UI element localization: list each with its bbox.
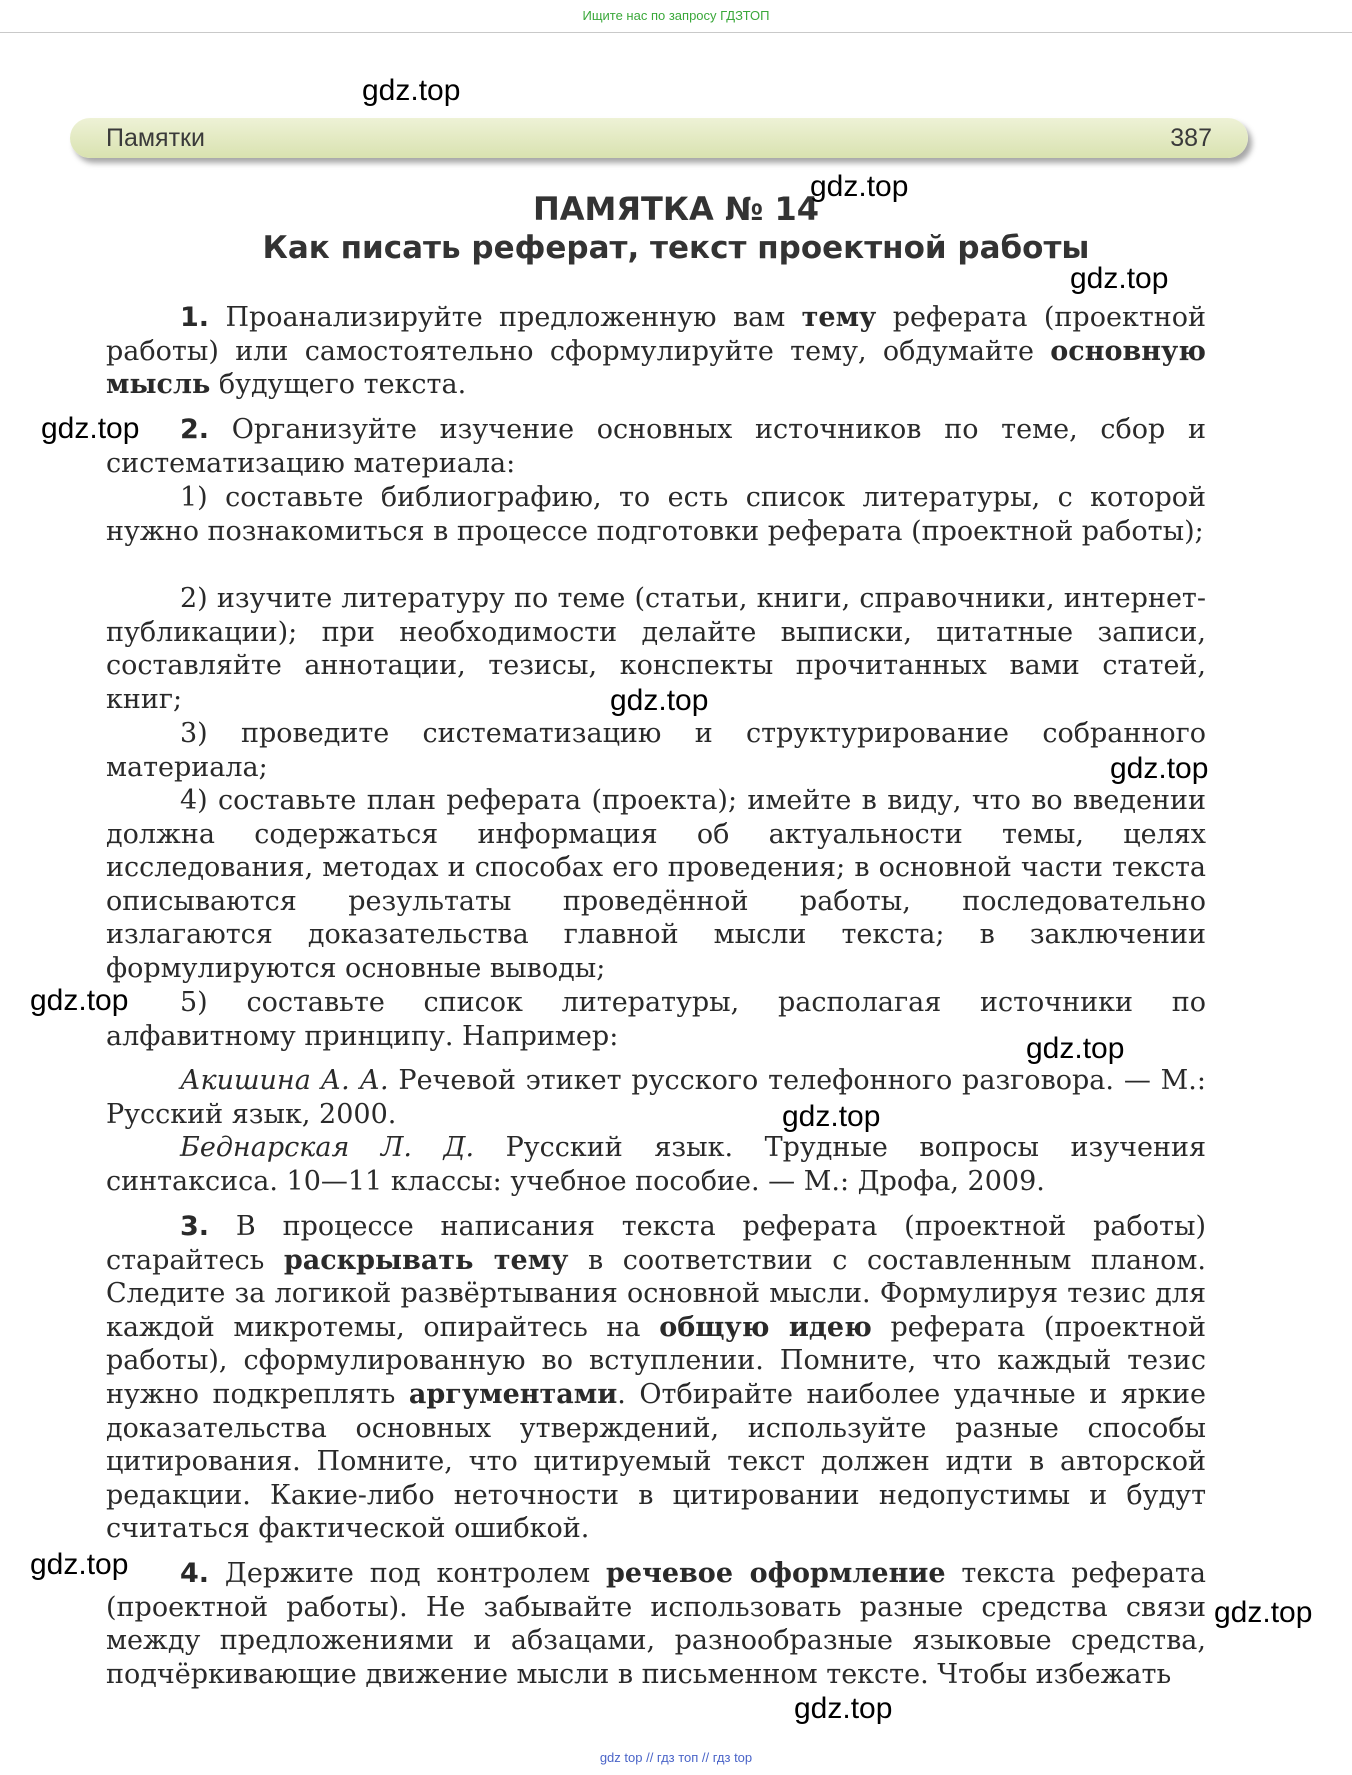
top-banner-text: Ищите нас по запросу ГДЗТОП bbox=[582, 8, 770, 23]
text: реферата (проектной работы) или самостоятельно сформулируйте тему, обдумайте bbox=[106, 302, 1206, 367]
text: Русский язык. Трудные вопросы изучения синтаксиса. 10—11 классы: учебное пособие. — М.: Дрофа, 2009. bbox=[106, 1132, 1206, 1197]
watermark: gdz.top bbox=[1026, 1032, 1125, 1065]
page-title: ПАМЯТКА № 14 bbox=[532, 190, 820, 228]
bold-term: речевое оформление bbox=[606, 1558, 946, 1589]
watermark: gdz.top bbox=[1110, 752, 1209, 785]
text: Проанализируйте предложенную вам bbox=[209, 302, 802, 333]
page-subtitle: Как писать реферат, текст проектной работы bbox=[262, 230, 1090, 266]
example-reference-1 bbox=[106, 1064, 1206, 1131]
watermark: gdz.top bbox=[362, 74, 461, 107]
text: реферата (проектной работы), сформулированную во вступлении. Помните, что каждый тезис нужно подкреплять bbox=[106, 1311, 1207, 1410]
watermark: gdz.top bbox=[794, 1692, 893, 1725]
sub-item-5: 5) составьте список литературы, располагая источники по алфавитному принципу. Например: bbox=[106, 987, 1206, 1052]
paragraph-1 bbox=[106, 301, 1206, 402]
item-number: 2. bbox=[180, 414, 210, 445]
text: В процессе написания текста реферата (проектной работы) старайтесь bbox=[106, 1211, 1206, 1276]
sub-item-2: 2) изучите литературу по теме (статьи, книги, справочники, интернет-публикации); при необходимости делайте выписки, цитатные записи, составляйте аннотации, тезисы, конспекты прочитанных вами статей, книг; bbox=[106, 583, 1206, 715]
watermark: gdz.top bbox=[1070, 262, 1169, 295]
text: . Отбирайте наиболее удачные и яркие доказательства основных утверждений, используйте разные способы цитирования. Помните, что цитируемый текст должен идти в авторской редакции. Какие-либо неточности в цитировании недопустимы и будут считаться фактической ошибкой. bbox=[106, 1378, 1207, 1545]
author: Беднарская Л. Д. bbox=[180, 1132, 475, 1163]
text: Держите под контролем bbox=[209, 1558, 607, 1589]
section-title: Памятки bbox=[106, 124, 205, 152]
watermark: gdz.top bbox=[810, 170, 909, 203]
bold-term: общую идею bbox=[659, 1311, 872, 1343]
item-number: 3. bbox=[180, 1211, 210, 1242]
bold-term: аргументами bbox=[408, 1378, 618, 1410]
watermark: gdz.top bbox=[610, 684, 709, 717]
text: текста реферата (проектной работы). Не забывайте использовать разные средства связи между предложениями и абзацами, разнообразные языковые средства, подчёркивающие движение мысли в письменном тексте. Чтобы избежать bbox=[106, 1558, 1206, 1690]
sub-item-1: 1) составьте библиографию, то есть список литературы, с которой нужно познакомиться в процессе подготовки реферата (проектной работы); bbox=[106, 482, 1206, 547]
item-number: 1. bbox=[180, 302, 210, 333]
bold-term: тему bbox=[801, 302, 877, 333]
text: Организуйте изучение основных источников по теме, сбор и систематизацию материала: bbox=[106, 414, 1206, 479]
paragraph-3 bbox=[106, 1210, 1206, 1546]
text: будущего текста. bbox=[210, 369, 467, 401]
bold-term: раскрывать тему bbox=[283, 1244, 569, 1276]
watermark: gdz.top bbox=[30, 984, 129, 1017]
paragraph-2 bbox=[106, 413, 1206, 480]
item-number: 4. bbox=[180, 1558, 210, 1589]
example-reference-2 bbox=[106, 1131, 1206, 1198]
watermark: gdz.top bbox=[41, 412, 140, 445]
sub-item-4: 4) составьте план реферата (проекта); имейте в виду, что во введении должна содержаться информация об актуальности темы, целях исследования, методах и способах его проведения; в основной части текста описываются результаты проведённой работы, последовательно излагаются доказательства главной мысли текста; в заключении формулируются основные выводы; bbox=[106, 785, 1206, 984]
author: Акишина А. А. bbox=[180, 1065, 389, 1096]
sub-item-3: 3) проведите систематизацию и структурирование собранного материала; bbox=[106, 718, 1206, 783]
page-number: 387 bbox=[1170, 124, 1212, 152]
text: в соответствии с составленным планом. Следите за логикой развёртывания основной мысли. Формулируя тезис для каждой микротемы, опирайтесь на bbox=[106, 1244, 1206, 1343]
text: Речевой этикет русского телефонного разговора. — М.: Русский язык, 2000. bbox=[106, 1065, 1206, 1130]
watermark: gdz.top bbox=[30, 1548, 129, 1581]
top-banner bbox=[0, 0, 1352, 33]
watermark: gdz.top bbox=[1214, 1596, 1313, 1629]
bottom-links[interactable]: gdz top // гдз топ // гдз top bbox=[599, 1750, 753, 1765]
paragraph-4 bbox=[106, 1557, 1206, 1691]
watermark: gdz.top bbox=[782, 1100, 881, 1133]
bold-term: основную мысль bbox=[106, 335, 1206, 401]
page-header bbox=[70, 118, 1248, 158]
